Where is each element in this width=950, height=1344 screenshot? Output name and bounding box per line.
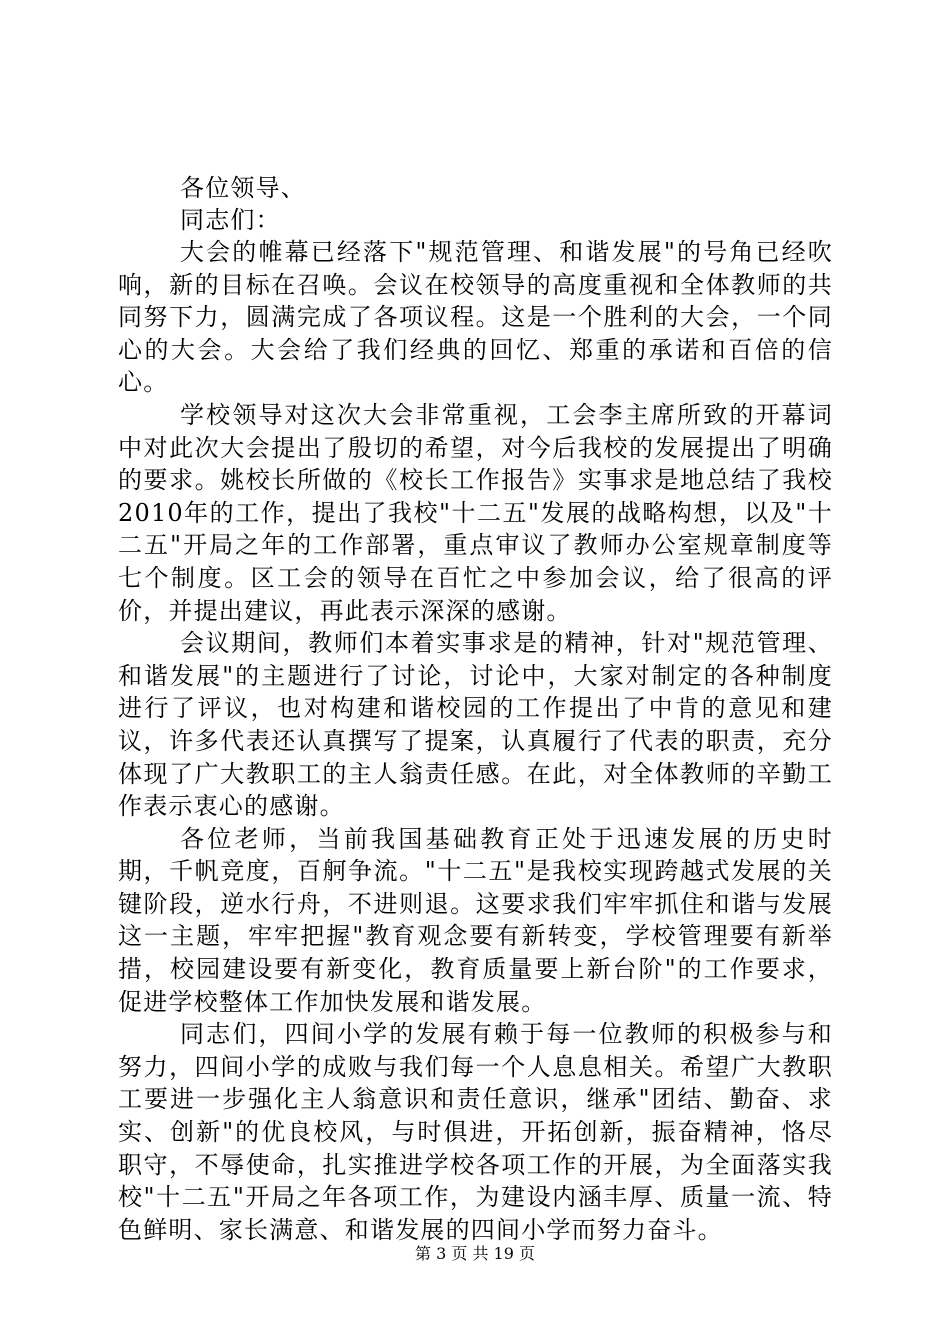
salutation-leaders: 各位领导、 xyxy=(180,174,306,202)
paragraph-meeting: 会议期间，教师们本着实事求是的精神，针对"规范管理、和谐发展"的主题进行了讨论，讨论中，大家对制定的各种制度进行了评议，也对构建和谐校园的工作提出了中肯的意见和建议，许多代表还认真撰写了提案，认真履行了代表的职责，充分体现了广大教职工的主人翁责任感。在此，对全体教师的辛勤工作表示衷心的感谢。 xyxy=(118,629,833,821)
document-body xyxy=(118,172,833,1246)
paragraph-closing: 大会的帷幕已经落下"规范管理、和谐发展"的号角已经吹响，新的目标在召唤。会议在校领导的高度重视和全体教师的共同努下力，圆满完成了各项议程。这是一个胜利的大会，一个同心的大会。大会给了我们经典的回忆、郑重的承诺和百倍的信心。 xyxy=(118,238,833,397)
paragraph-leadership: 学校领导对这次大会非常重视，工会李主席所致的开幕词中对此次大会提出了殷切的希望，对今后我校的发展提出了明确的要求。姚校长所做的《校长工作报告》实事求是地总结了我校2010年的工作，提出了我校"十二五"发展的战略构想，以及"十二五"开局之年的工作部署，重点审议了教师办公室规章制度等七个制度。区工会的领导在百忙之中参加会议，给了很高的评价，并提出建议，再此表示深深的感谢。 xyxy=(118,400,833,625)
page-number: 第 3 页 共 19 页 xyxy=(415,1244,535,1263)
paragraph-teachers: 各位老师，当前我国基础教育正处于迅速发展的历史时期，千帆竞度，百舸争流。"十二五"是我校实现跨越式发展的关键阶段，逆水行舟，不进则退。这要求我们牢牢抓住和谐与发展这一主题，牢牢把握"教育观念要有新转变，学校管理要有新举措，校园建设要有新变化，教育质量要上新台阶"的工作要求，促进学校整体工作加快发展和谐发展。 xyxy=(118,824,833,1016)
paragraph-comrades: 同志们，四间小学的发展有赖于每一位教师的积极参与和努力，四间小学的成败与我们每一个人息息相关。希望广大教职工要进一步强化主人翁意识和责任意识，继承"团结、勤奋、求实、创新"的优良校风，与时俱进，开拓创新，振奋精神，恪尽职守，不辱使命，扎实推进学校各项工作的开展，为全面落实我校"十二五"开局之年各项工作，为建设内涵丰厚、质量一流、特色鲜明、家长满意、和谐发展的四间小学而努力奋斗。 xyxy=(118,1020,833,1244)
salutation-comrades: 同志们： xyxy=(180,206,281,234)
